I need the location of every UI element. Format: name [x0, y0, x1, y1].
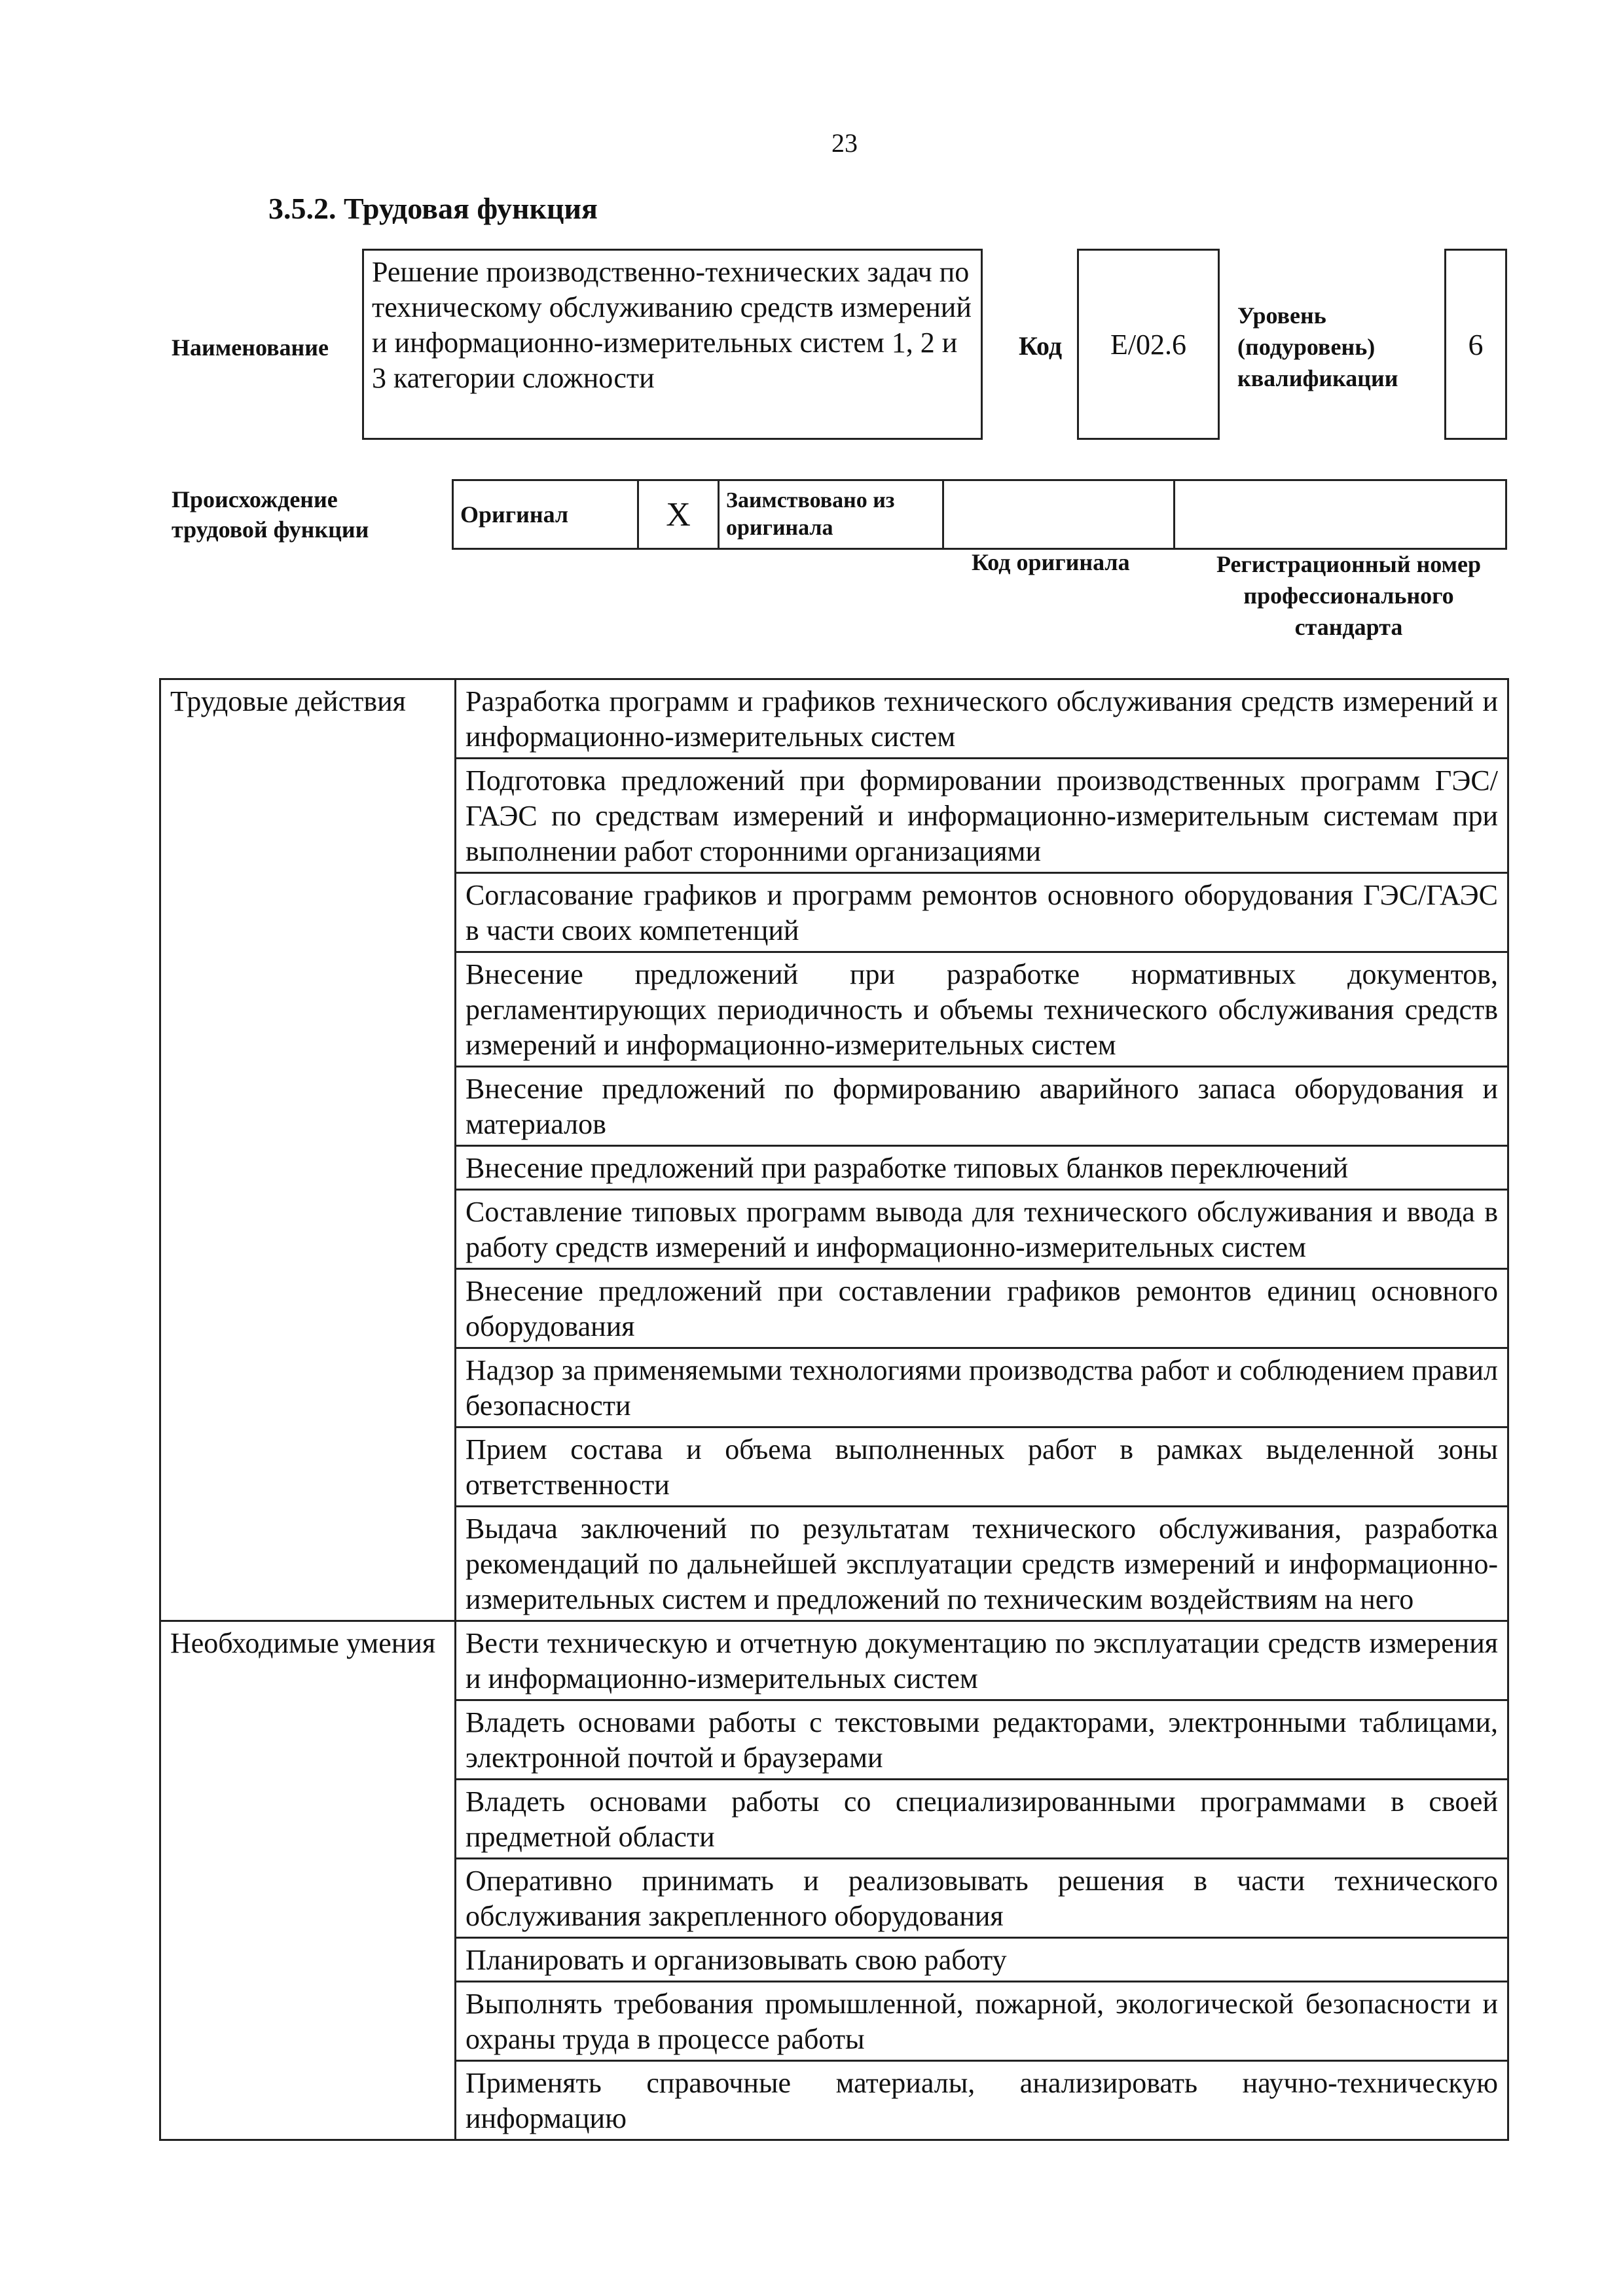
origin-reg-cell [1175, 480, 1506, 549]
item-cell: Выполнять требования промышленной, пожарной, экологической безопасности и охраны труда в процессе работы [456, 1982, 1508, 2061]
origin-code-cell [943, 480, 1175, 549]
borrowed-label: Заимствовано из оригинала [726, 488, 895, 540]
level-label [1237, 300, 1427, 394]
function-name-box: Решение производственно-технических задач по техническому обслуживанию средств измерений и информационно-измерительных систем 1, 2 и 3 категории сложности [362, 249, 983, 440]
origin-label-text: Происхождение трудовой функции [172, 486, 369, 543]
category-cell: Необходимые умения [160, 1621, 456, 2140]
level-value-box [1444, 249, 1507, 440]
table-row [160, 679, 1508, 759]
item-cell: Внесение предложений при составлении графиков ремонтов единиц основного оборудования [456, 1269, 1508, 1348]
item-cell: Разработка программ и графиков технического обслуживания средств измерений и информационно-измерительных систем [456, 679, 1508, 759]
code-label: Код [1019, 331, 1063, 361]
name-label: Наименование [172, 334, 329, 361]
reg-number-caption: Регистрационный номер профессионального стандарта [1216, 551, 1482, 640]
code-value: E/02.6 [1110, 328, 1187, 361]
main-table-body [160, 679, 1508, 2140]
item-cell: Выдача заключений по результатам технического обслуживания, разработка рекомендаций по дальнейшей эксплуатации средств измерений и информационно-измерительных систем и предложений по техническим воздействиям на него [456, 1507, 1508, 1621]
page-number: 23 [831, 128, 858, 158]
item-cell: Составление типовых программ вывода для технического обслуживания и ввода в работу средств измерений и информационно-измерительных систем [456, 1190, 1508, 1269]
item-cell: Надзор за применяемыми технологиями производства работ и соблюдением правил безопасности [456, 1348, 1508, 1427]
origin-original-cell [453, 480, 638, 549]
main-table [159, 678, 1509, 2141]
origin-label [172, 484, 407, 545]
item-cell: Внесение предложений по формированию аварийного запаса оборудования и материалов [456, 1067, 1508, 1146]
origin-mark-cell [638, 480, 719, 549]
item-cell: Внесение предложений при разработке нормативных документов, регламентирующих периодичность и объемы технического обслуживания средств измерений и информационно-измерительных систем [456, 952, 1508, 1067]
item-cell: Согласование графиков и программ ремонтов основного оборудования ГЭС/ГАЭС в части своих компетенций [456, 873, 1508, 952]
item-cell: Внесение предложений при разработке типовых бланков переключений [456, 1146, 1508, 1190]
code-original-caption: Код оригинала [972, 549, 1130, 575]
original-mark: X [666, 495, 691, 533]
level-value: 6 [1468, 327, 1484, 361]
origin-table [452, 479, 1507, 550]
item-cell: Прием состава и объема выполненных работ в рамках выделенной зоны ответственности [456, 1427, 1508, 1507]
origin-borrowed-cell [719, 480, 943, 549]
table-row [160, 1621, 1508, 1700]
item-cell: Планировать и организовывать свою работу [456, 1938, 1508, 1982]
item-cell: Подготовка предложений при формировании производственных программ ГЭС/ГАЭС по средствам измерений и информационно-измерительным системам при выполнении работ сторонними организациями [456, 759, 1508, 873]
item-cell: Владеть основами работы с текстовыми редакторами, электронными таблицами, электронной почтой и браузерами [456, 1700, 1508, 1780]
section-title: 3.5.2. Трудовая функция [268, 192, 598, 225]
level-label-text: Уровень (подуровень) квалификации [1237, 302, 1398, 391]
item-cell: Применять справочные материалы, анализировать научно-техническую информацию [456, 2061, 1508, 2140]
code-value-box [1077, 249, 1220, 440]
original-label: Оригинал [460, 501, 569, 528]
item-cell: Вести техническую и отчетную документацию по эксплуатации средств измерения и информационно-измерительных систем [456, 1621, 1508, 1700]
item-cell: Владеть основами работы со специализированными программами в своей предметной области [456, 1780, 1508, 1859]
category-cell: Трудовые действия [160, 679, 456, 1621]
item-cell: Оперативно принимать и реализовывать решения в части технического обслуживания закрепленного оборудования [456, 1859, 1508, 1938]
